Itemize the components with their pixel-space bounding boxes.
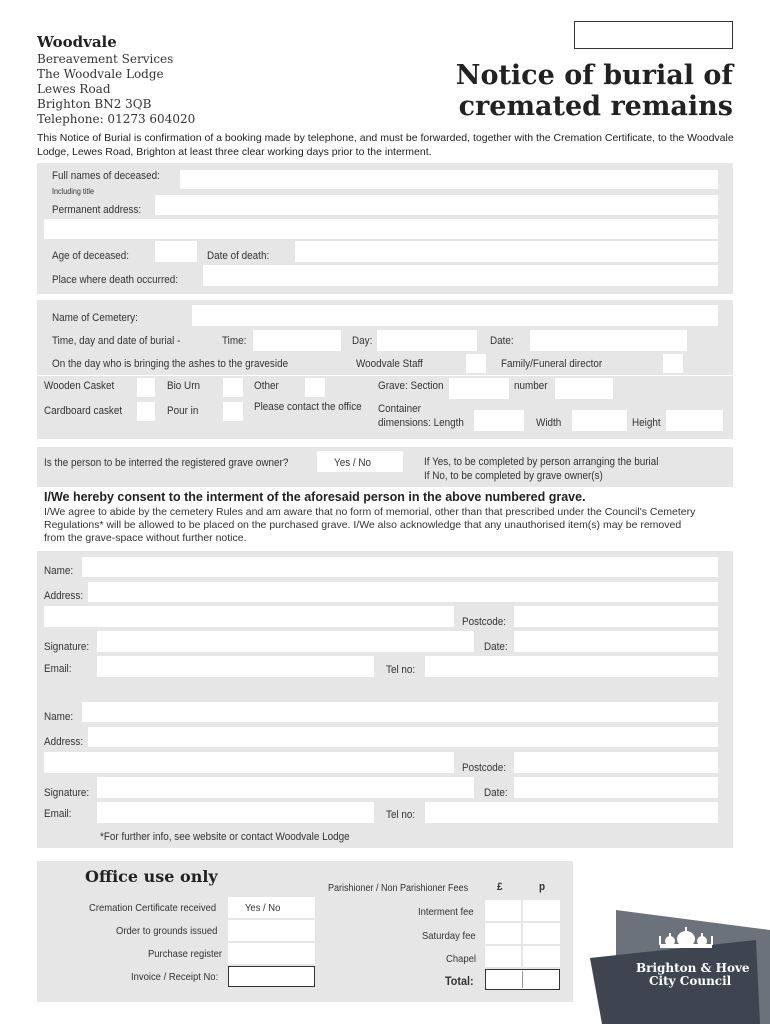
wooden-casket-checkbox[interactable]: [137, 378, 155, 397]
postcode-label-2: Postcode:: [462, 762, 507, 774]
chapel-label: Chapel: [446, 953, 476, 965]
tel-field-1[interactable]: [425, 656, 718, 677]
page-title: Notice of burial of cremated remains: [455, 60, 733, 122]
org-line: Brighton BN2 3QB: [37, 97, 152, 111]
pour-in-checkbox[interactable]: [223, 402, 243, 421]
if-no-note: If No, to be completed by grave owner(s): [424, 470, 603, 482]
purchase-register-field[interactable]: [228, 943, 315, 964]
burial-time-label: Time, day and date of burial -: [52, 335, 181, 347]
postcode-field-1[interactable]: [514, 606, 718, 627]
container-dims-label-1: Container: [378, 403, 421, 415]
height-label: Height: [632, 417, 661, 429]
cremation-cert-yes-no: Yes / No: [245, 902, 281, 914]
age-field[interactable]: [155, 241, 197, 262]
reference-box[interactable]: [574, 21, 733, 49]
date-field-1[interactable]: [514, 631, 718, 652]
if-yes-note: If Yes, to be completed by person arranging the burial: [424, 456, 659, 468]
purchase-register-label: Purchase register: [148, 948, 223, 960]
invoice-field[interactable]: [228, 966, 315, 987]
email-label-2: Email:: [44, 808, 72, 820]
signature-field-1[interactable]: [97, 631, 474, 652]
invoice-label: Invoice / Receipt No:: [131, 971, 219, 983]
pour-in-label: Pour in: [167, 405, 199, 417]
age-label: Age of deceased:: [52, 250, 130, 262]
org-line: Bereavement Services: [37, 52, 174, 66]
logo-text-line2: City Council: [649, 974, 732, 988]
cremation-cert-label: Cremation Certificate received: [89, 902, 217, 914]
email-field-2[interactable]: [97, 802, 374, 823]
width-label: Width: [536, 417, 562, 429]
length-field[interactable]: [474, 410, 524, 431]
total-label: Total:: [445, 974, 474, 988]
name-label-2: Name:: [44, 711, 74, 723]
time-field[interactable]: [253, 330, 341, 351]
org-line: Telephone: 01273 604020: [37, 112, 196, 126]
full-names-label: Full names of deceased:: [52, 170, 160, 182]
date-label-1: Date:: [484, 641, 508, 653]
grave-section-label: Grave: Section: [378, 380, 444, 392]
saturday-fee-label: Saturday fee: [422, 930, 476, 942]
signature-label-2: Signature:: [44, 787, 90, 799]
chapel-pence[interactable]: [523, 946, 560, 967]
container-dims-label-2: dimensions: Length: [378, 417, 464, 429]
cardboard-casket-checkbox[interactable]: [137, 402, 155, 421]
permanent-address-field-2[interactable]: [44, 219, 718, 239]
permanent-address-label: Permanent address:: [52, 204, 142, 216]
consent-heading: I/We hereby consent to the interment of the aforesaid person in the above numbered grave.: [44, 490, 586, 504]
grave-number-field[interactable]: [555, 378, 613, 399]
height-field[interactable]: [666, 410, 723, 431]
day-label: Day:: [352, 335, 373, 347]
grave-number-label: number: [514, 380, 548, 392]
address-field-1b[interactable]: [44, 606, 454, 627]
consent-body-2: Regulations* will be allowed to be placed on the purchased grave. I/We also acknowledge that any unauthorised item(s) may be removed: [44, 519, 682, 531]
signature-label-1: Signature:: [44, 641, 90, 653]
fees-heading: Parishioner / Non Parishioner Fees: [328, 883, 469, 894]
contact-office-label: Please contact the office: [254, 401, 362, 413]
org-name: Woodvale: [37, 33, 117, 51]
email-label-1: Email:: [44, 663, 72, 675]
total-divider: [522, 971, 523, 988]
family-director-checkbox[interactable]: [663, 354, 683, 373]
grave-section-field[interactable]: [449, 378, 509, 399]
date-of-death-label: Date of death:: [207, 250, 270, 262]
date-label-2: Date:: [484, 787, 508, 799]
name-field-1[interactable]: [82, 557, 718, 577]
cemetery-label: Name of Cemetery:: [52, 312, 138, 324]
interment-fee-pounds[interactable]: [485, 900, 521, 921]
saturday-fee-pounds[interactable]: [485, 923, 521, 944]
date-of-death-field[interactable]: [295, 241, 718, 262]
name-field-2[interactable]: [82, 702, 718, 722]
wooden-casket-label: Wooden Casket: [44, 380, 115, 392]
email-field-1[interactable]: [97, 656, 374, 677]
name-label-1: Name:: [44, 565, 74, 577]
consent-body-1: I/We agree to abide by the cemetery Rules and am aware that no form of memorial, other than that prescribed under the Council's Cemetery: [44, 506, 696, 518]
including-title-note: Including title: [52, 187, 95, 196]
bio-urn-checkbox[interactable]: [223, 378, 243, 397]
day-field[interactable]: [377, 330, 477, 351]
footnote: *For further info, see website or contact Woodvale Lodge: [100, 831, 350, 843]
tel-field-2[interactable]: [425, 802, 718, 823]
saturday-fee-pence[interactable]: [523, 923, 560, 944]
org-line: Lewes Road: [37, 82, 111, 96]
order-grounds-field[interactable]: [228, 920, 315, 941]
order-grounds-label: Order to grounds issued: [116, 925, 218, 937]
pound-header: £: [497, 881, 503, 893]
woodvale-staff-label: Woodvale Staff: [356, 358, 423, 370]
org-line: The Woodvale Lodge: [37, 67, 164, 81]
place-of-death-field[interactable]: [203, 265, 718, 286]
family-director-label: Family/Funeral director: [501, 358, 603, 370]
other-label: Other: [254, 380, 279, 392]
address-field-2b[interactable]: [44, 752, 454, 773]
other-checkbox[interactable]: [305, 378, 325, 397]
postcode-label-1: Postcode:: [462, 616, 507, 628]
cemetery-field[interactable]: [192, 305, 718, 326]
address-label-1: Address:: [44, 590, 84, 602]
interment-fee-label: Interment fee: [418, 906, 474, 918]
consent-body-3: from the grave-space without further notice.: [44, 532, 247, 544]
org-address: [37, 33, 297, 127]
chapel-pounds[interactable]: [485, 946, 521, 967]
interment-fee-pence[interactable]: [523, 900, 560, 921]
date-label: Date:: [490, 335, 514, 347]
postcode-field-2[interactable]: [514, 752, 718, 773]
grave-owner-question: Is the person to be interred the registered grave owner?: [44, 457, 289, 469]
cardboard-casket-label: Cardboard casket: [44, 405, 123, 417]
date-field-2[interactable]: [514, 777, 718, 798]
address-label-2: Address:: [44, 736, 84, 748]
woodvale-staff-checkbox[interactable]: [466, 354, 486, 373]
tel-label-2: Tel no:: [386, 809, 416, 821]
office-use-title: Office use only: [85, 867, 218, 886]
pence-header: p: [539, 881, 546, 893]
date-field[interactable]: [530, 330, 687, 351]
width-field[interactable]: [572, 410, 627, 431]
grave-owner-yes-no-label: Yes / No: [334, 457, 372, 469]
ashes-bringer-label: On the day who is bringing the ashes to the graveside: [52, 358, 289, 370]
full-names-field[interactable]: [180, 170, 718, 189]
tel-label-1: Tel no:: [386, 664, 416, 676]
address-field-2[interactable]: [88, 727, 718, 747]
intro-text: This Notice of Burial is confirmation of a booking made by telephone, and must be forwarded, together with the Cremation Certificate, to the Woodvale Lodge, Lewes Road, Brighton at least three clear working days prior to the interment.: [37, 132, 734, 158]
permanent-address-field[interactable]: [155, 195, 718, 215]
bio-urn-label: Bio Urn: [167, 380, 201, 392]
time-label: Time:: [222, 335, 247, 347]
royal-pavilion-icon: [656, 926, 716, 956]
address-field-1[interactable]: [88, 582, 718, 602]
logo-text-line1: Brighton & Hove: [636, 961, 750, 975]
place-of-death-label: Place where death occurred:: [52, 274, 179, 286]
signature-field-2[interactable]: [97, 777, 474, 798]
council-logo: [590, 910, 770, 1024]
